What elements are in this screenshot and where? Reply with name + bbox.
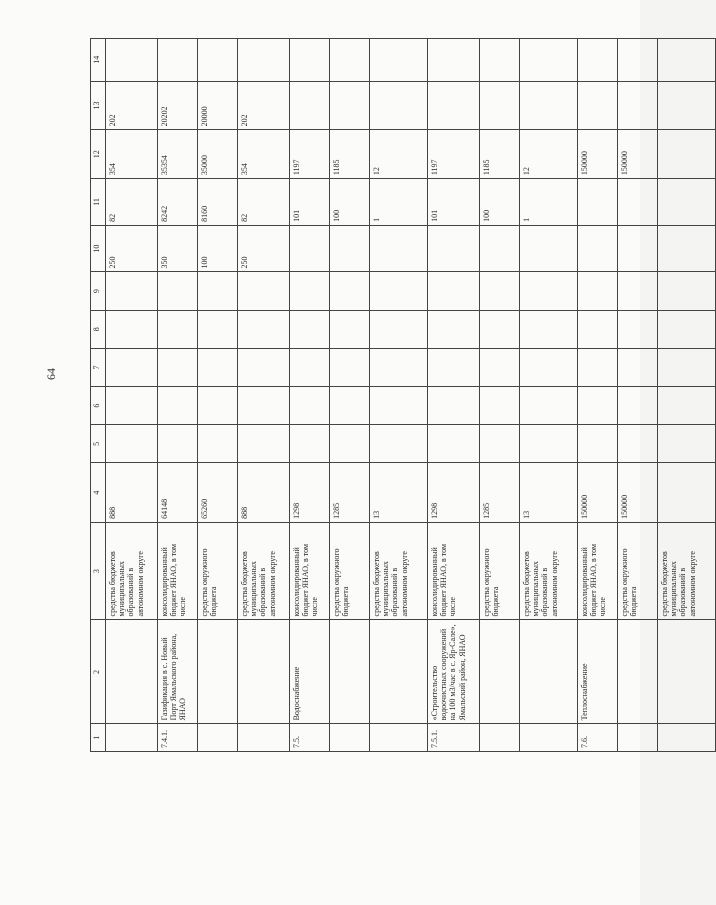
table-cell xyxy=(428,225,480,272)
table-cell xyxy=(238,724,290,752)
table-cell xyxy=(428,81,480,130)
table-cell: 12 xyxy=(370,130,428,179)
column-header: 3 xyxy=(91,522,106,620)
table-cell xyxy=(658,39,716,82)
table-cell xyxy=(238,272,290,310)
table-cell xyxy=(658,387,716,425)
table-cell: 250 xyxy=(106,225,158,272)
table-cell xyxy=(106,620,158,724)
table-cell xyxy=(480,724,520,752)
table-cell xyxy=(578,387,618,425)
table-cell xyxy=(198,387,238,425)
table-cell: Газификация в с. Новый Порт Ямальского района, ЯНАО xyxy=(158,620,198,724)
table-cell xyxy=(370,348,428,386)
column-header: 8 xyxy=(91,310,106,348)
table-cell: 150000 xyxy=(618,463,658,522)
table-cell xyxy=(330,225,370,272)
table-cell xyxy=(658,348,716,386)
table-cell xyxy=(158,272,198,310)
table-body xyxy=(106,39,716,752)
table-cell xyxy=(618,81,658,130)
table-cell xyxy=(238,620,290,724)
table-cell xyxy=(330,387,370,425)
table-cell xyxy=(238,39,290,82)
table-cell xyxy=(480,225,520,272)
table-cell xyxy=(290,425,330,463)
table-row xyxy=(428,39,480,752)
table-cell: средства бюджетов муниципальных образований в автономном округе xyxy=(658,522,716,620)
table-cell: 202 xyxy=(106,81,158,130)
table-cell xyxy=(290,39,330,82)
table-cell xyxy=(198,272,238,310)
table-cell: 8242 xyxy=(158,179,198,226)
table-cell xyxy=(198,348,238,386)
table-cell xyxy=(618,310,658,348)
table-cell: 1 xyxy=(520,179,578,226)
table-cell xyxy=(198,39,238,82)
table-cell xyxy=(578,310,618,348)
table-cell xyxy=(290,310,330,348)
column-header: 1 xyxy=(91,724,106,752)
table-cell: консолидированный бюджет ЯНАО, в том числе xyxy=(428,522,480,620)
table-cell: Теплоснабжение xyxy=(578,620,618,724)
table-cell: 35354 xyxy=(158,130,198,179)
table-cell: 100 xyxy=(198,225,238,272)
table-cell xyxy=(370,425,428,463)
table-cell xyxy=(290,81,330,130)
table-cell: 12 xyxy=(520,130,578,179)
table-cell: 7.6. xyxy=(578,724,618,752)
table-cell xyxy=(618,425,658,463)
table-cell xyxy=(290,387,330,425)
table-cell xyxy=(658,130,716,179)
table-cell: средства окружного бюджета xyxy=(198,522,238,620)
column-header: 13 xyxy=(91,81,106,130)
table-cell xyxy=(330,348,370,386)
table-cell xyxy=(520,272,578,310)
table-cell xyxy=(290,272,330,310)
table-cell: 82 xyxy=(238,179,290,226)
table-cell xyxy=(428,387,480,425)
table-row xyxy=(370,39,428,752)
table-cell: средства окружного бюджета xyxy=(618,522,658,620)
budget-table xyxy=(90,38,716,752)
table-cell xyxy=(370,225,428,272)
table-cell xyxy=(106,272,158,310)
table-cell: Водоснабжение xyxy=(290,620,330,724)
column-header: 9 xyxy=(91,272,106,310)
table-cell: 150000 xyxy=(578,130,618,179)
table-cell: 13 xyxy=(370,463,428,522)
table-row xyxy=(290,39,330,752)
table-cell xyxy=(158,348,198,386)
table-cell xyxy=(480,81,520,130)
column-header: 6 xyxy=(91,387,106,425)
table-cell xyxy=(520,348,578,386)
table-cell xyxy=(238,387,290,425)
table-cell: 13 xyxy=(520,463,578,522)
table-row xyxy=(658,39,716,752)
table-cell: 354 xyxy=(238,130,290,179)
table-cell: 150000 xyxy=(578,463,618,522)
table-cell: 8160 xyxy=(198,179,238,226)
table-cell: 1197 xyxy=(428,130,480,179)
table-cell xyxy=(198,425,238,463)
column-header: 11 xyxy=(91,179,106,226)
table-row xyxy=(106,39,158,752)
table-cell xyxy=(520,387,578,425)
table-cell: 1 xyxy=(370,179,428,226)
table-cell xyxy=(106,310,158,348)
table-cell xyxy=(618,39,658,82)
table-cell xyxy=(618,272,658,310)
table-cell xyxy=(330,310,370,348)
table-cell xyxy=(158,425,198,463)
table-cell: средства бюджетов муниципальных образований в автономном округе xyxy=(370,522,428,620)
table-cell xyxy=(618,724,658,752)
table-cell xyxy=(520,724,578,752)
table-header-row xyxy=(91,39,106,752)
table-cell xyxy=(158,310,198,348)
table-cell xyxy=(520,39,578,82)
table-cell xyxy=(618,348,658,386)
table-cell xyxy=(480,348,520,386)
table-cell xyxy=(370,39,428,82)
table-row xyxy=(158,39,198,752)
table-cell: 1298 xyxy=(290,463,330,522)
table-cell xyxy=(658,724,716,752)
table-cell: консолидированный бюджет ЯНАО, в том числе xyxy=(578,522,618,620)
table-cell: 101 xyxy=(428,179,480,226)
table-cell xyxy=(330,425,370,463)
table-cell xyxy=(658,310,716,348)
table-cell xyxy=(658,425,716,463)
table-cell: средства окружного бюджета xyxy=(330,522,370,620)
table-cell: 20000 xyxy=(198,81,238,130)
table-cell xyxy=(578,272,618,310)
table-cell: 350 xyxy=(158,225,198,272)
table-cell: 1285 xyxy=(330,463,370,522)
table-cell xyxy=(520,425,578,463)
table-cell: консолидированный бюджет ЯНАО, в том числе xyxy=(158,522,198,620)
table-cell xyxy=(238,425,290,463)
table-cell: 82 xyxy=(106,179,158,226)
table-cell: 101 xyxy=(290,179,330,226)
table-cell: 100 xyxy=(330,179,370,226)
table-cell xyxy=(370,272,428,310)
table-row xyxy=(480,39,520,752)
table-cell: 1298 xyxy=(428,463,480,522)
table-row xyxy=(578,39,618,752)
table-cell xyxy=(428,272,480,310)
table-row xyxy=(198,39,238,752)
table-cell xyxy=(578,81,618,130)
table-cell xyxy=(106,387,158,425)
column-header: 10 xyxy=(91,225,106,272)
table-cell xyxy=(106,39,158,82)
table-cell xyxy=(480,39,520,82)
table-cell xyxy=(578,179,618,226)
table-cell: 65260 xyxy=(198,463,238,522)
table-cell: средства окружного бюджета xyxy=(480,522,520,620)
table-cell xyxy=(658,620,716,724)
table-cell: 1197 xyxy=(290,130,330,179)
table-cell xyxy=(520,620,578,724)
table-cell xyxy=(578,425,618,463)
table-cell xyxy=(106,348,158,386)
table-cell: средства бюджетов муниципальных образований в автономном округе xyxy=(520,522,578,620)
column-header: 7 xyxy=(91,348,106,386)
table-cell xyxy=(658,272,716,310)
table-cell xyxy=(198,724,238,752)
table-cell: 1285 xyxy=(480,463,520,522)
table-cell: 7.5. xyxy=(290,724,330,752)
table-cell xyxy=(428,348,480,386)
table-cell: средства бюджетов муниципальных образований в автономном округе xyxy=(238,522,290,620)
table-cell xyxy=(480,387,520,425)
table-cell xyxy=(520,225,578,272)
column-header: 14 xyxy=(91,39,106,82)
table-cell xyxy=(520,81,578,130)
table-cell xyxy=(330,620,370,724)
table-cell xyxy=(330,724,370,752)
table-cell: 1185 xyxy=(480,130,520,179)
table-row xyxy=(520,39,578,752)
table-cell xyxy=(520,310,578,348)
table-cell xyxy=(480,310,520,348)
table-cell xyxy=(428,425,480,463)
table-cell: 64148 xyxy=(158,463,198,522)
table-cell xyxy=(370,387,428,425)
column-header: 2 xyxy=(91,620,106,724)
table-cell: 888 xyxy=(238,463,290,522)
table-cell xyxy=(618,387,658,425)
table-cell xyxy=(578,348,618,386)
table-cell xyxy=(618,179,658,226)
table-cell: 250 xyxy=(238,225,290,272)
rotated-table-wrapper xyxy=(90,38,697,752)
table-row xyxy=(238,39,290,752)
table-cell: 888 xyxy=(106,463,158,522)
table-cell xyxy=(290,225,330,272)
table-cell xyxy=(106,724,158,752)
table-cell: консолидированный бюджет ЯНАО, в том числе xyxy=(290,522,330,620)
table-cell xyxy=(370,81,428,130)
table-cell: 35000 xyxy=(198,130,238,179)
table-cell: «Строительство водоочистных сооружений на 100 м3/час в с. Яр-Сале», Ямальский район, ЯНАО xyxy=(428,620,480,724)
table-cell: 7.4.1. xyxy=(158,724,198,752)
column-header: 5 xyxy=(91,425,106,463)
table-cell xyxy=(618,620,658,724)
table-cell: 20202 xyxy=(158,81,198,130)
column-header: 12 xyxy=(91,130,106,179)
table-cell xyxy=(290,348,330,386)
table-cell xyxy=(480,272,520,310)
table-cell xyxy=(106,425,158,463)
table-cell xyxy=(658,225,716,272)
table-cell xyxy=(330,81,370,130)
table-cell xyxy=(428,39,480,82)
table-cell xyxy=(238,348,290,386)
table-cell xyxy=(198,620,238,724)
table-cell: 202 xyxy=(238,81,290,130)
table-cell: 1185 xyxy=(330,130,370,179)
table-cell xyxy=(658,179,716,226)
column-header: 4 xyxy=(91,463,106,522)
table-cell xyxy=(158,39,198,82)
table-cell: 100 xyxy=(480,179,520,226)
table-row xyxy=(330,39,370,752)
table-cell xyxy=(578,39,618,82)
table-cell xyxy=(158,387,198,425)
table-cell xyxy=(370,310,428,348)
table-row xyxy=(618,39,658,752)
table-cell xyxy=(198,310,238,348)
table-cell xyxy=(480,620,520,724)
table-cell xyxy=(658,463,716,522)
table-cell: 7.5.1. xyxy=(428,724,480,752)
table-cell xyxy=(618,225,658,272)
table-cell xyxy=(658,81,716,130)
table-cell xyxy=(370,724,428,752)
table-cell: 354 xyxy=(106,130,158,179)
table-cell: 150000 xyxy=(618,130,658,179)
table-cell xyxy=(370,620,428,724)
table-cell xyxy=(330,39,370,82)
table-cell xyxy=(428,310,480,348)
page-number: 64 xyxy=(44,368,58,380)
table-cell xyxy=(238,310,290,348)
table-cell: средства бюджетов муниципальных образований в автономном округе xyxy=(106,522,158,620)
table-cell xyxy=(578,225,618,272)
table-cell xyxy=(480,425,520,463)
table-cell xyxy=(330,272,370,310)
